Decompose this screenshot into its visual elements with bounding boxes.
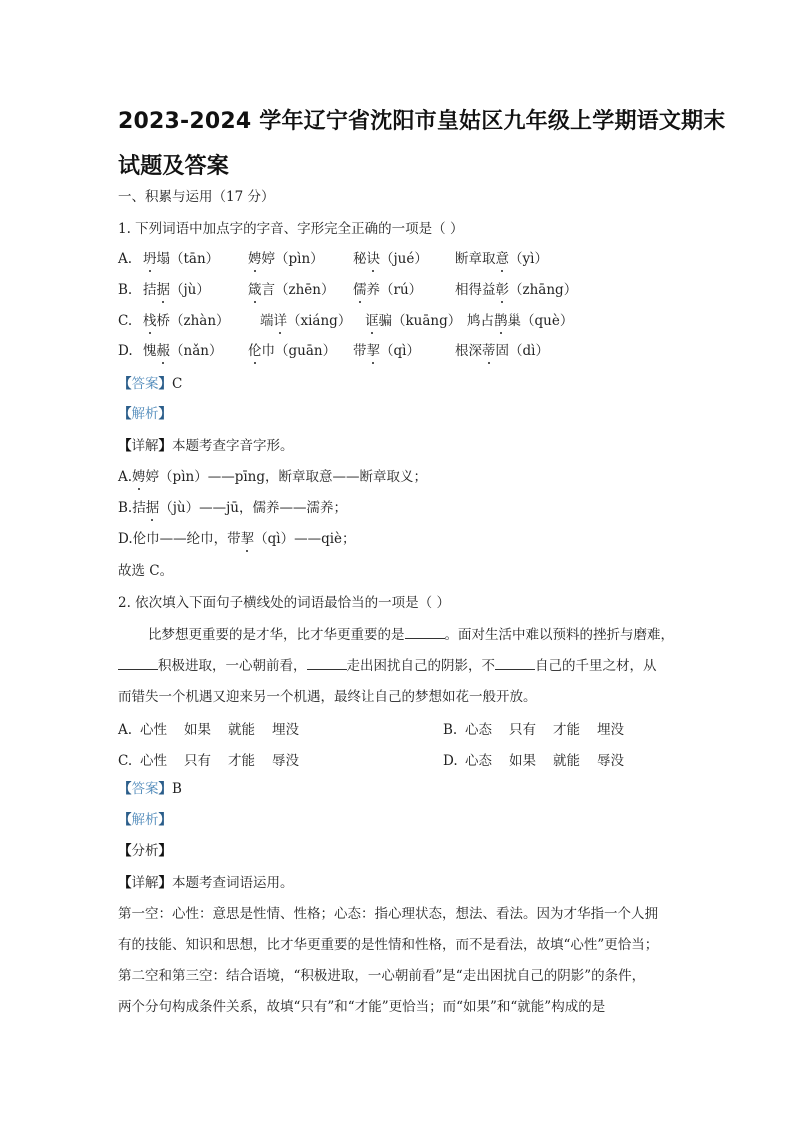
fill-blank-2	[118, 657, 158, 670]
option-word	[143, 250, 219, 268]
detail-row-2: 【详解】本题考查词语运用。	[118, 875, 294, 891]
choice-d	[443, 749, 641, 769]
emphasis-dot-char: 诓	[365, 313, 379, 329]
emphasis-dot-char: 挈	[240, 531, 255, 547]
choice-word: 如果	[509, 753, 536, 769]
option-word	[455, 342, 549, 360]
choice-word: 心性	[140, 753, 167, 769]
option-word	[143, 342, 222, 360]
conclusion: 故选 C。	[118, 563, 174, 579]
word-text: 巢（què）	[507, 313, 574, 329]
choice-c	[118, 749, 316, 769]
word-text: （jù）	[170, 282, 210, 298]
explanation-text: B.拮	[118, 500, 146, 516]
explanation-line	[118, 499, 347, 517]
explanation-text: （jù）——jū，儒养——濡养；	[159, 500, 347, 516]
emphasis-dot-char: 儒	[353, 282, 367, 298]
word-text: （nǎn）	[170, 343, 223, 359]
fill-blank-4	[495, 657, 535, 670]
detail-row: 【详解】本题考查字音字形。	[118, 438, 294, 454]
emphasis-dot-char: 栈	[143, 313, 157, 329]
option-letter: C.	[118, 313, 133, 329]
emphasis-dot-char: 挈	[366, 343, 380, 359]
answer-row-2	[118, 780, 182, 798]
analysis-label-2: 【解析】	[118, 812, 172, 828]
choice-letter: B.	[443, 722, 458, 738]
word-text: 秘	[353, 251, 367, 267]
word-text: 桥（zhàn）	[156, 313, 230, 329]
option-word	[455, 281, 577, 299]
word-text: 塌（tān）	[156, 251, 220, 267]
option-word	[353, 342, 420, 360]
option-row-b	[118, 281, 698, 301]
choice-word: 埋没	[597, 722, 624, 738]
word-text: （qì）	[380, 343, 420, 359]
emphasis-dot-char: 娉	[248, 251, 262, 267]
emphasis-dot-char: 赧	[156, 343, 170, 359]
answer-label: 【答案】	[118, 376, 172, 392]
option-word	[143, 281, 210, 299]
word-text: 养（rú）	[366, 282, 423, 298]
option-word	[365, 312, 461, 330]
emphasis-dot-char: 据	[145, 500, 160, 516]
option-word	[260, 312, 351, 330]
emphasis-dot-char: 彰	[495, 282, 509, 298]
analysis-label: 【解析】	[118, 406, 172, 422]
explanation-text: （qì）——qiè；	[254, 531, 356, 547]
emphasis-dot-char: 详	[273, 313, 287, 329]
detail-label: 详解	[131, 875, 159, 891]
choice-letter: A.	[118, 722, 133, 738]
choice-word: 辱没	[272, 753, 299, 769]
option-word	[248, 342, 336, 360]
option-word	[353, 250, 428, 268]
explanation-text: A.	[118, 469, 133, 485]
choice-word: 只有	[509, 722, 536, 738]
explanation-line	[118, 530, 356, 548]
emphasis-dot-char: 意	[495, 251, 509, 267]
choice-word: 辱没	[597, 753, 624, 769]
choice-word: 心态	[465, 753, 492, 769]
choice-word: 只有	[184, 753, 211, 769]
word-text: 愧	[143, 343, 157, 359]
emphasis-dot-char: 伦	[248, 343, 262, 359]
word-text: （zhāng）	[509, 282, 578, 298]
choice-word: 才能	[228, 753, 255, 769]
word-text: 端	[260, 313, 274, 329]
detail-text: 本题考查字音字形。	[172, 438, 294, 454]
option-row-c	[118, 312, 698, 332]
question-1-stem: 1. 下列词语中加点字的字音、字形完全正确的一项是（ ）	[118, 221, 464, 237]
word-text: （jué）	[380, 251, 428, 267]
explanation-paragraph: 有的技能、知识和思想，比才华更重要的是性情和性格，而不是看法，故填“心性”更恰当；	[118, 937, 659, 953]
word-text: 固（dì）	[495, 343, 549, 359]
answer-value: B	[172, 781, 182, 797]
fenxi-label: 【分析】	[118, 843, 172, 859]
detail-text: 本题考查词语运用。	[172, 875, 294, 891]
word-text: 骗（kuāng）	[378, 313, 462, 329]
option-row-a	[118, 250, 698, 270]
document-title-line1: 2023-2024 学年辽宁省沈阳市皇姑区九年级上学期语文期末	[118, 109, 726, 134]
choice-word: 如果	[184, 722, 211, 738]
choice-letter: C.	[118, 753, 133, 769]
detail-label: 详解	[131, 438, 159, 454]
choice-word: 就能	[228, 722, 255, 738]
option-row-d	[118, 342, 698, 362]
document-title-line2: 试题及答案	[118, 154, 230, 179]
option-letter: A.	[118, 251, 133, 267]
answer-value: C	[172, 376, 183, 392]
emphasis-dot-char: 蒂	[482, 343, 496, 359]
word-text: 婷（pìn）	[261, 251, 324, 267]
choice-word: 就能	[553, 753, 580, 769]
option-word	[248, 250, 324, 268]
option-word	[248, 281, 335, 299]
word-text: （xiáng）	[287, 313, 352, 329]
emphasis-dot-char: 鹊	[494, 313, 508, 329]
word-text: 根深	[455, 343, 482, 359]
passage-line-2: 积极进取，一心朝前看， 走出困扰自己的阴影，不 自己的千里之材，从	[118, 657, 657, 675]
word-text: 鸠占	[467, 313, 494, 329]
option-word	[467, 312, 573, 330]
choice-a	[118, 718, 316, 738]
emphasis-dot-char: 娉	[132, 469, 146, 485]
option-word	[455, 250, 548, 268]
choice-word: 才能	[553, 722, 580, 738]
choice-word: 心性	[140, 722, 167, 738]
option-letter: D.	[118, 343, 133, 359]
option-word	[143, 312, 230, 330]
choice-letter: D.	[443, 753, 458, 769]
explanation-text: D.伦巾——纶巾，带	[118, 531, 241, 547]
explanation-line	[118, 468, 427, 486]
emphasis-dot-char: 箴	[248, 282, 262, 298]
word-text: 巾（guān）	[261, 343, 337, 359]
explanation-paragraph: 第一空：心性：意思是性情、性格；心态：指心理状态，想法、看法。因为才华指一个人拥	[118, 906, 658, 922]
answer-row	[118, 375, 182, 393]
explanation-paragraph: 第二空和第三空：结合语境，“积极进取，一心朝前看”是“走出困扰自己的阴影”的条件，	[118, 968, 646, 984]
word-text: 相得益	[455, 282, 496, 298]
fill-blank-1	[405, 626, 445, 639]
option-word	[353, 281, 422, 299]
emphasis-dot-char: 坍	[143, 251, 157, 267]
word-text: 断章取	[455, 251, 496, 267]
choice-b	[443, 718, 641, 738]
choice-word: 埋没	[272, 722, 299, 738]
emphasis-dot-char: 据	[156, 282, 170, 298]
option-letter: B.	[118, 282, 133, 298]
answer-label: 【答案】	[118, 781, 172, 797]
question-2-stem: 2. 依次填入下面句子横线处的词语最恰当的一项是（ ）	[118, 595, 450, 611]
emphasis-dot-char: 诀	[366, 251, 380, 267]
word-text: 言（zhēn）	[261, 282, 335, 298]
word-text: （yì）	[509, 251, 548, 267]
choice-word: 心态	[465, 722, 492, 738]
explanation-paragraph: 两个分句构成条件关系，故填“只有”和“才能”更恰当；而“如果”和“就能”构成的是	[118, 999, 606, 1015]
explanation-text: 婷（pìn）——pīng，断章取意——断章取义；	[145, 469, 427, 485]
passage-line-3: 而错失一个机遇又迎来另一个机遇，最终让自己的梦想如花一般开放。	[118, 689, 537, 705]
word-text: 带	[353, 343, 367, 359]
fill-blank-3	[307, 657, 347, 670]
section-heading: 一、积累与运用（17 分）	[118, 189, 275, 205]
word-text: 拮	[143, 282, 157, 298]
passage-line-1: 比梦想更重要的是才华，比才华更重要的是 。面对生活中难以预料的挫折与磨难，	[148, 627, 674, 643]
